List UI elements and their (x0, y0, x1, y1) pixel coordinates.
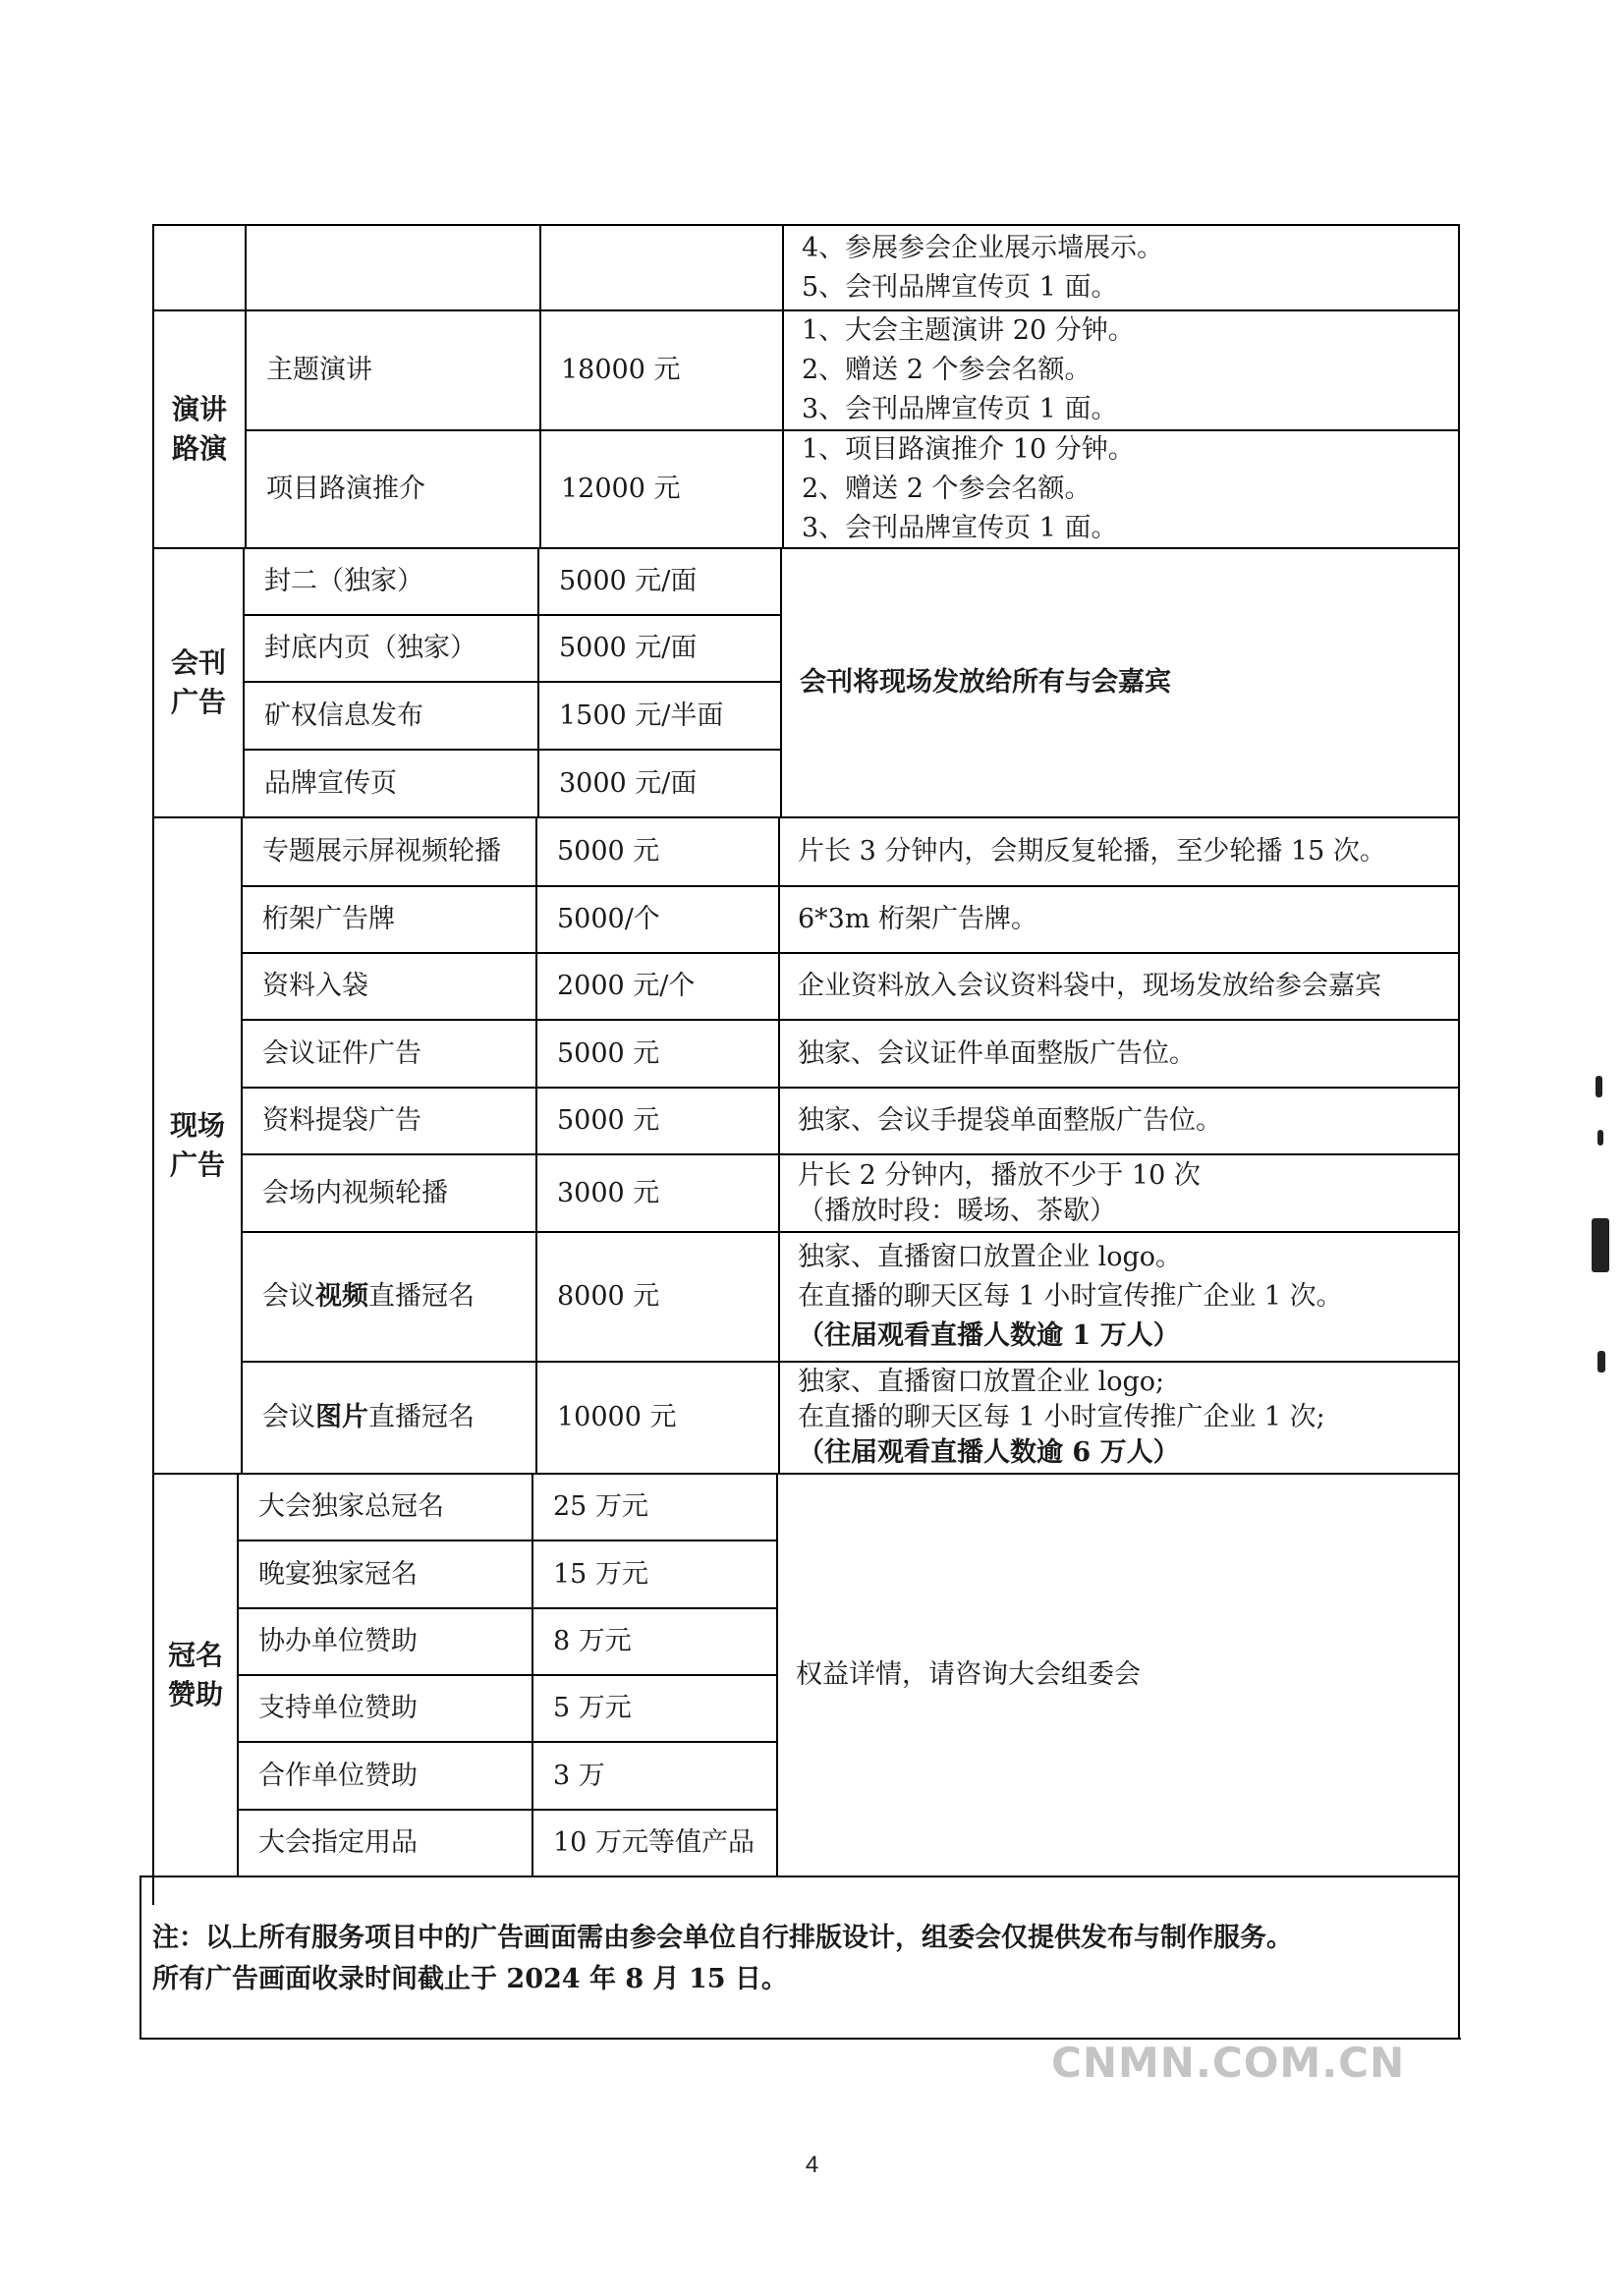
desc-line: 独家、会议手提袋单面整版广告位。 (798, 1105, 1222, 1136)
desc-line: 4、参展参会企业展示墙展示。 (802, 232, 1164, 263)
footnote-date: 2024 年 8 月 15 日 (506, 1964, 761, 1994)
item-price: 15 万元 (553, 1558, 648, 1590)
item-name: 品牌宣传页 (264, 767, 397, 799)
scan-edge-mark (1597, 1351, 1605, 1372)
item-name: 专题展示屏视频轮播 (262, 836, 501, 867)
item-price: 3000 元/面 (559, 767, 698, 799)
item-desc (780, 1233, 1458, 1361)
desc-line: 6*3m 桁架广告牌。 (798, 904, 1038, 934)
item-price: 5000 元 (557, 836, 660, 867)
item-price: 5000 元 (557, 1105, 660, 1136)
item-desc (780, 954, 1458, 1019)
item-price: 5000/个 (557, 904, 660, 934)
item-desc (780, 887, 1458, 952)
desc-line: （往届观看直播人数逾 1 万人） (798, 1320, 1180, 1351)
page-number: 4 (805, 2152, 819, 2178)
desc-line: 片长 2 分钟内，播放不少于 10 次 (798, 1159, 1201, 1191)
item-name: 项目路演推介 (266, 474, 425, 504)
category-sponsor (154, 1475, 237, 1876)
item-name: 会场内视频轮播 (262, 1177, 448, 1208)
item-name: 矿权信息发布 (264, 700, 423, 731)
item-desc (784, 431, 1458, 547)
desc-line: 在直播的聊天区每 1 小时宣传推广企业 1 次。 (798, 1281, 1343, 1312)
scan-edge-mark (1596, 1076, 1602, 1097)
category-label: 会刊 (170, 646, 226, 679)
item-name: 晚宴独家冠名 (258, 1558, 418, 1590)
category-onsite (154, 818, 241, 1473)
item-name: 桁架广告牌 (262, 904, 395, 934)
item-price: 5 万元 (553, 1693, 632, 1723)
category-label: 广告 (169, 1148, 225, 1181)
item-price: 5000 元 (557, 1037, 660, 1069)
site-watermark: CNMN.COM.CN (1051, 2039, 1406, 2087)
item-desc (784, 311, 1458, 429)
sponsor-desc: 权益详情，请咨询大会组委会 (796, 1659, 1141, 1690)
category-label: 路演 (171, 432, 227, 465)
item-price: 5000 元/面 (559, 633, 698, 663)
footnote (152, 1918, 1293, 2000)
journal-desc: 会刊将现场发放给所有与会嘉宾 (800, 667, 1171, 698)
desc-line: 3、会刊品牌宣传页 1 面。 (802, 513, 1118, 543)
item-name: 主题演讲 (266, 355, 372, 385)
item-price: 12000 元 (561, 474, 681, 504)
item-desc (780, 1155, 1458, 1231)
item-name: 资料提袋广告 (262, 1105, 421, 1136)
desc-line: 2、赠送 2 个参会名额。 (802, 474, 1092, 504)
item-name (243, 1233, 535, 1361)
item-name-part-bold: 视频 (315, 1281, 368, 1312)
desc-line: 独家、直播窗口放置企业 logo; (798, 1367, 1165, 1397)
item-name: 资料入袋 (262, 971, 368, 1001)
category-label: 冠名 (167, 1639, 223, 1671)
desc-line: 企业资料放入会议资料袋中，现场发放给参会嘉宾 (798, 971, 1381, 1001)
item-name: 协办单位赞助 (258, 1626, 418, 1656)
desc-line: 2、赠送 2 个参会名额。 (802, 355, 1092, 385)
category-journal (154, 549, 243, 816)
item-price: 25 万元 (553, 1491, 648, 1522)
desc-line: 独家、直播窗口放置企业 logo。 (798, 1242, 1183, 1272)
item-name-part: 直播冠名 (368, 1281, 475, 1312)
item-price: 3 万 (553, 1760, 605, 1791)
footnote-text: 所有广告画面收录时间截止于 (152, 1964, 507, 1994)
footnote-line-2 (152, 1959, 1293, 2000)
item-name: 大会独家总冠名 (258, 1491, 444, 1522)
category-speech (154, 311, 245, 547)
desc-line: 片长 3 分钟内，会期反复轮播，至少轮播 15 次。 (798, 836, 1386, 867)
item-price: 18000 元 (561, 355, 681, 385)
scan-edge-mark (1597, 1130, 1603, 1146)
item-price: 10000 元 (557, 1402, 677, 1432)
table-row-continued-desc (784, 226, 1458, 309)
item-name: 封二（独家） (264, 566, 423, 596)
footnote-line-1: 注：以上所有服务项目中的广告画面需由参会单位自行排版设计，组委会仅提供发布与制作服务。 (152, 1923, 1293, 1953)
item-price: 10 万元等值产品 (553, 1827, 755, 1858)
item-name (243, 1363, 535, 1473)
item-price: 2000 元/个 (557, 971, 696, 1001)
item-name-part: 会议 (262, 1402, 315, 1432)
category-label: 演讲 (171, 393, 227, 425)
item-price: 1500 元/半面 (559, 700, 724, 731)
item-name-part: 会议 (262, 1281, 315, 1312)
item-price: 5000 元/面 (559, 566, 698, 596)
item-name: 大会指定用品 (258, 1827, 418, 1858)
item-desc (780, 1021, 1458, 1087)
category-label: 赞助 (167, 1678, 223, 1710)
desc-line: 独家、会议证件单面整版广告位。 (798, 1037, 1196, 1069)
desc-line: 1、大会主题演讲 20 分钟。 (802, 315, 1135, 346)
item-price: 8 万元 (553, 1626, 632, 1656)
desc-line: 3、会刊品牌宣传页 1 面。 (802, 394, 1118, 424)
item-name: 支持单位赞助 (258, 1693, 418, 1723)
category-label: 广告 (170, 686, 226, 718)
scan-edge-mark (1592, 1218, 1609, 1272)
item-desc (780, 1089, 1458, 1153)
desc-line: 5、会刊品牌宣传页 1 面。 (802, 271, 1118, 303)
item-name: 合作单位赞助 (258, 1760, 418, 1791)
item-name: 会议证件广告 (262, 1037, 421, 1069)
category-label: 现场 (169, 1109, 225, 1142)
item-desc (780, 1363, 1458, 1473)
desc-line: （往届观看直播人数逾 6 万人） (798, 1437, 1180, 1468)
desc-line: （播放时段：暖场、茶歇） (798, 1195, 1116, 1226)
desc-line: 1、项目路演推介 10 分钟。 (802, 434, 1135, 465)
footnote-text: 。 (760, 1964, 788, 1994)
item-price: 8000 元 (557, 1281, 660, 1312)
item-name: 封底内页（独家） (264, 633, 476, 663)
item-price: 3000 元 (557, 1177, 660, 1208)
item-name-part: 直播冠名 (368, 1402, 475, 1432)
desc-line: 在直播的聊天区每 1 小时宣传推广企业 1 次; (798, 1402, 1325, 1432)
item-desc (780, 818, 1458, 885)
item-name-part-bold: 图片 (315, 1402, 368, 1432)
